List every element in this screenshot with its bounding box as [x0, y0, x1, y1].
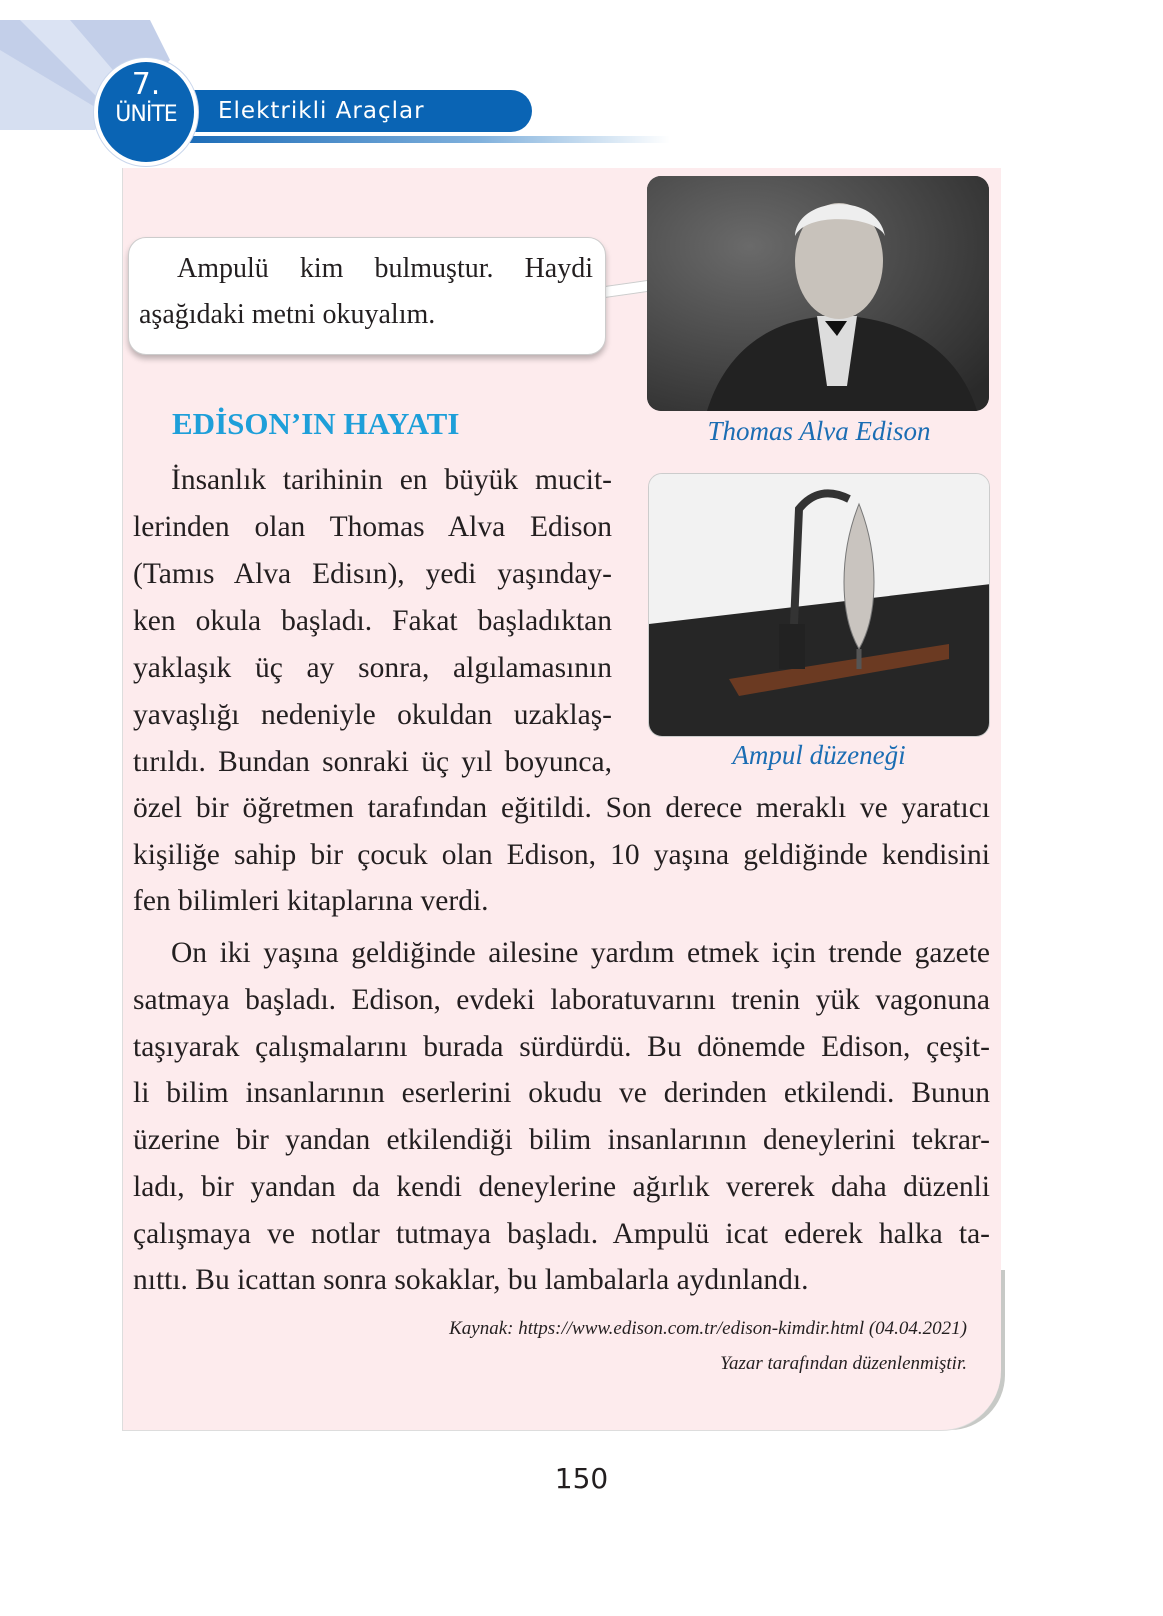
text-line: fen bilimleri kitaplarına verdi.: [133, 885, 489, 917]
text-line: üzerine bir yandan etkilendiği bilim insanlarının deneylerini tekrar-: [133, 1124, 990, 1156]
portrait-caption: Thomas Alva Edison: [707, 416, 931, 446]
text-line: On iki yaşına geldiğinde ailesine yardım etmek için trende gazete: [171, 937, 990, 969]
editor-note: Yazar tarafından düzenlenmiştir.: [720, 1353, 967, 1374]
lamp-apparatus-photo: [648, 473, 990, 737]
page-number: 150: [554, 1462, 609, 1495]
text-line: (Tamıs Alva Edisın), yedi yaşınday-: [133, 558, 612, 590]
unit-number: 7.: [131, 67, 161, 102]
text-line: ken okula başladı. Fakat başladıktan: [133, 605, 612, 637]
text-line: nıttı. Bu icattan sonra sokaklar, bu lambalarla aydınlandı.: [133, 1264, 809, 1296]
unit-label: ÜNİTE: [115, 102, 177, 127]
text-line: özel bir öğretmen tarafından eğitildi. Son derece meraklı ve yaratıcı: [133, 792, 990, 824]
edison-portrait-photo: [647, 176, 989, 411]
text-line: taşıyarak çalışmalarını burada sürdürdü. Bu dönemde Edison, çeşit-: [133, 1031, 990, 1063]
text-line: yaklaşık üç ay sonra, algılamasının: [133, 652, 612, 684]
text-line: lerinden olan Thomas Alva Edison: [133, 511, 612, 543]
text-line: yavaşlığı nedeniyle okuldan uzaklaş-: [133, 699, 612, 731]
bubble-line: Ampulü kim bulmuştur. Haydi: [177, 253, 593, 284]
section-heading: EDİSON’IN HAYATI: [172, 406, 460, 441]
text-line: kişiliğe sahip bir çocuk olan Edison, 10 yaşına geldiğinde kendisini: [133, 839, 990, 871]
text-line: İnsanlık tarihinin en büyük mucit-: [171, 464, 612, 496]
lamp-caption: Ampul düzeneği: [732, 740, 906, 770]
text-line: li bilim insanlarının eserlerini okudu ve derinden etkilendi. Bunun: [133, 1077, 990, 1109]
text-line: satmaya başladı. Edison, evdeki laboratuvarını trenin yük vagonuna: [133, 984, 990, 1016]
text-line: ladı, bir yandan da kendi deneylerine ağırlık vererek daha düzenli: [133, 1171, 990, 1203]
unit-title: Elektrikli Araçlar: [186, 90, 532, 132]
bubble-line: aşağıdaki metni okuyalım.: [139, 299, 436, 330]
text-line: çalışmaya ve notlar tutmaya başladı. Ampulü icat ederek halka ta-: [133, 1218, 990, 1250]
unit-badge: [94, 58, 198, 166]
header-underline: [190, 136, 670, 143]
text-line: tırıldı. Bundan sonraki üç yıl boyunca,: [133, 746, 612, 778]
speech-bubble: [128, 237, 606, 355]
source-citation: Kaynak: https://www.edison.com.tr/edison-kimdir.html (04.04.2021): [449, 1318, 967, 1339]
